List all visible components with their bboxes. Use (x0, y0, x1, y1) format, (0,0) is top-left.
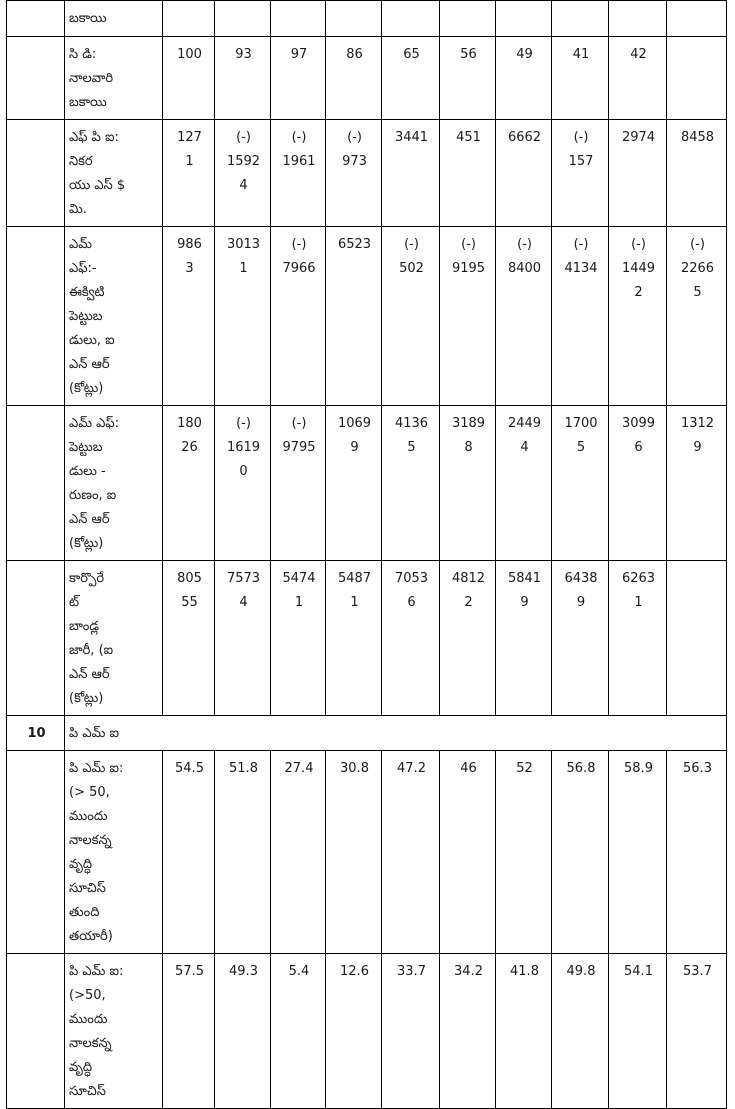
cell-text-line: 58.9 (624, 761, 653, 776)
cell-text-line: (-) (236, 130, 251, 145)
cell-text-line: (కోట్లు) (69, 536, 104, 551)
cell-text-line: 1700 (564, 416, 598, 431)
value-cell (163, 954, 215, 1109)
cell-text-line: 4 (239, 595, 248, 610)
indicator-label-cell (65, 406, 163, 561)
cell-text-line: 4 (239, 178, 248, 193)
value-cell (215, 406, 271, 561)
serial-number-cell (7, 37, 65, 120)
cell-text-line: 2 (464, 595, 473, 610)
table-row (7, 954, 727, 1109)
data-table (6, 0, 727, 1109)
value-cell (215, 751, 271, 954)
value-cell (271, 227, 326, 406)
cell-text-line: 9 (576, 595, 586, 610)
cell-text-line: ఎఫ్ పి ఐ: (69, 130, 119, 145)
cell-text-line: నాలకన్న (69, 833, 112, 848)
value-cell (215, 227, 271, 406)
cell-text-line: 9 (350, 440, 359, 455)
table-row (7, 1, 727, 37)
cell-text-line: (-) (291, 237, 307, 252)
cell-text-line: (-) (291, 130, 307, 145)
cell-text-line: (> 50, (69, 785, 110, 800)
cell-text-line: 5 (407, 440, 416, 455)
value-cell (382, 561, 440, 716)
value-cell (552, 954, 609, 1109)
value-cell (496, 954, 552, 1109)
cell-text-line: 4134 (564, 261, 598, 276)
table-row (7, 751, 727, 954)
value-cell (215, 954, 271, 1109)
indicator-label-cell (65, 954, 163, 1109)
cell-text-line: 8400 (507, 261, 542, 276)
value-cell (667, 37, 727, 120)
value-cell (667, 954, 727, 1109)
value-cell (271, 1, 326, 37)
cell-text-line: 1619 (226, 440, 261, 455)
cell-text-line: 26 (181, 440, 198, 455)
cell-text-line: నాలవారి (69, 71, 114, 86)
value-cell (440, 954, 496, 1109)
cell-text-line: (-) (404, 237, 419, 252)
cell-text-line: కార్పొరే (69, 571, 105, 586)
cell-text-line: 34.2 (454, 964, 483, 979)
cell-text-line: ముందు (69, 1012, 108, 1027)
cell-text-line: 5841 (507, 571, 542, 586)
cell-text-line: సూచిస్ (69, 881, 106, 896)
value-cell (163, 1, 215, 37)
cell-text-line: వృద్ధి (69, 857, 93, 872)
value-cell (552, 120, 609, 227)
cell-text-line: 0 (239, 464, 248, 479)
cell-text-line: 6263 (621, 571, 656, 586)
cell-text-line: బాండ్ల (69, 619, 100, 634)
serial-number-cell (7, 954, 65, 1109)
cell-text-line: 2266 (680, 261, 715, 276)
table-row (7, 406, 727, 561)
value-cell (163, 406, 215, 561)
cell-text-line: 5.4 (288, 964, 310, 979)
value-cell (609, 120, 667, 227)
cell-text-line: సూచిస్ (69, 1084, 106, 1099)
cell-text-line: 46 (460, 761, 477, 776)
value-cell (326, 954, 382, 1109)
value-cell (552, 37, 609, 120)
value-cell (382, 954, 440, 1109)
cell-text-line: (-) (461, 237, 476, 252)
cell-text-line: ఎన్ ఆర్ (69, 512, 110, 527)
cell-text-line: 47.2 (397, 761, 426, 776)
cell-text-line: (-) (690, 237, 705, 252)
value-cell (326, 227, 382, 406)
cell-text-line: ఎన్ ఆర్ (69, 667, 110, 682)
cell-text-line: 6523 (337, 237, 372, 252)
cell-text-line: 9 (520, 595, 529, 610)
value-cell (382, 751, 440, 954)
cell-text-line: (-) (573, 237, 589, 252)
cell-text-line: 53.7 (683, 964, 712, 979)
cell-text-line: వృద్ధి (69, 1060, 93, 1075)
indicator-label-cell (65, 227, 163, 406)
value-cell (496, 120, 552, 227)
cell-text-line: 30.8 (340, 761, 369, 776)
cell-text-line: ఎమ్ (69, 237, 92, 252)
cell-text-line: 97 (290, 47, 308, 62)
cell-text-line: 49.8 (566, 964, 596, 979)
cell-text-line: 5 (693, 285, 702, 300)
cell-text-line: 1961 (282, 154, 316, 169)
cell-text-line: 4 (520, 440, 529, 455)
cell-text-line: 1 (239, 261, 248, 276)
value-cell (271, 954, 326, 1109)
value-cell (163, 751, 215, 954)
cell-text-line: 2449 (507, 416, 542, 431)
cell-text-line: 451 (456, 130, 481, 145)
cell-text-line: ముందు (69, 809, 108, 824)
indicator-label-cell (65, 120, 163, 227)
cell-text-line: 9 (693, 440, 702, 455)
value-cell (609, 406, 667, 561)
value-cell (440, 561, 496, 716)
value-cell (440, 406, 496, 561)
cell-text-line: డులు, ఐ (69, 333, 115, 348)
cell-text-line: 41 (572, 47, 590, 62)
value-cell (382, 227, 440, 406)
cell-text-line: 5 (576, 440, 586, 455)
value-cell (440, 227, 496, 406)
cell-text-line: 9795 (282, 440, 316, 455)
cell-text-line: 1 (634, 595, 643, 610)
value-cell (609, 751, 667, 954)
cell-text-line: 973 (342, 154, 367, 169)
value-cell (271, 751, 326, 954)
serial-number-cell (7, 120, 65, 227)
cell-text-line: పి ఎమ్ ఐ: (69, 964, 124, 979)
cell-text-line: నికర (69, 154, 93, 169)
value-cell (271, 120, 326, 227)
value-cell (215, 120, 271, 227)
value-cell (667, 120, 727, 227)
cell-text-line: 52 (516, 761, 533, 776)
section-row (7, 716, 727, 751)
value-cell (609, 561, 667, 716)
cell-text-line: 86 (346, 47, 363, 62)
cell-text-line: 986 (177, 237, 202, 252)
cell-text-line: 5487 (337, 571, 372, 586)
cell-text-line: 12.6 (340, 964, 369, 979)
cell-text-line: 4136 (394, 416, 429, 431)
cell-text-line: 54.5 (175, 761, 204, 776)
value-cell (163, 37, 215, 120)
cell-text-line: 5474 (282, 571, 316, 586)
cell-text-line: 56.8 (566, 761, 596, 776)
indicator-label-cell (65, 1, 163, 37)
cell-text-line: ఎఫ్:- (69, 261, 97, 276)
cell-text-line: 6662 (507, 130, 542, 145)
value-cell (326, 751, 382, 954)
cell-text-line: బకాయి (69, 95, 107, 110)
cell-text-line: 51.8 (229, 761, 258, 776)
value-cell (271, 561, 326, 716)
cell-text-line: తుంది (69, 905, 100, 920)
cell-text-line: పి ఎమ్ ఐ: (69, 761, 124, 776)
cell-text-line: 1449 (621, 261, 656, 276)
value-cell (440, 1, 496, 37)
value-cell (382, 120, 440, 227)
cell-text-line: నాలకన్న (69, 1036, 112, 1051)
cell-text-line: 7573 (226, 571, 261, 586)
cell-text-line: 8458 (680, 130, 715, 145)
value-cell (496, 1, 552, 37)
cell-text-line: 65 (403, 47, 420, 62)
cell-text-line: 805 (177, 571, 202, 586)
cell-text-line: (>50, (69, 988, 106, 1003)
value-cell (552, 1, 609, 37)
value-cell (667, 406, 727, 561)
cell-text-line: 127 (177, 130, 202, 145)
cell-text-line: 1 (294, 595, 304, 610)
value-cell (552, 227, 609, 406)
serial-number-cell: 10 (7, 716, 65, 751)
value-cell (382, 37, 440, 120)
value-cell (496, 561, 552, 716)
value-cell (609, 954, 667, 1109)
table-row (7, 120, 727, 227)
cell-text-line: 6 (407, 595, 416, 610)
value-cell (496, 406, 552, 561)
value-cell (326, 37, 382, 120)
cell-text-line: ట్ (69, 595, 80, 610)
value-cell (552, 751, 609, 954)
cell-text-line: 56 (460, 47, 477, 62)
cell-text-line: జారీ, (ఐ (69, 643, 114, 658)
cell-text-line: 93 (235, 47, 252, 62)
value-cell (163, 561, 215, 716)
value-cell (609, 37, 667, 120)
cell-text-line: 3 (185, 261, 194, 276)
value-cell (326, 561, 382, 716)
table-row (7, 227, 727, 406)
cell-text-line: 3099 (621, 416, 656, 431)
cell-text-line: ఎన్ ఆర్ (69, 357, 110, 372)
cell-text-line: యు ఎస్ $ (69, 178, 126, 193)
value-cell (326, 406, 382, 561)
cell-text-line: (-) (573, 130, 589, 145)
cell-text-line: 8 (464, 440, 473, 455)
indicator-label-cell (65, 751, 163, 954)
cell-text-line: 502 (399, 261, 424, 276)
cell-text-line: 49.3 (229, 964, 258, 979)
value-cell (609, 227, 667, 406)
cell-text-line: (-) (631, 237, 646, 252)
value-cell (271, 406, 326, 561)
value-cell (496, 751, 552, 954)
cell-text-line: 1312 (680, 416, 715, 431)
cell-text-line: రుణం, ఐ (69, 488, 117, 503)
cell-text-line: తయారీ) (69, 929, 113, 944)
cell-text-line: 54.1 (624, 964, 653, 979)
cell-text-line: 9195 (451, 261, 486, 276)
serial-number-cell (7, 406, 65, 561)
cell-text-line: 41.8 (510, 964, 539, 979)
value-cell (215, 1, 271, 37)
value-cell (440, 751, 496, 954)
cell-text-line: 100 (177, 47, 202, 62)
cell-text-line: 6 (634, 440, 643, 455)
cell-text-line: 1069 (337, 416, 372, 431)
cell-text-line: 7966 (282, 261, 316, 276)
value-cell (271, 37, 326, 120)
cell-text-line: (-) (347, 130, 362, 145)
cell-text-line: 3013 (226, 237, 261, 252)
value-cell (326, 120, 382, 227)
value-cell (609, 1, 667, 37)
value-cell (667, 1, 727, 37)
value-cell (667, 561, 727, 716)
cell-text-line: 3441 (394, 130, 429, 145)
serial-number-cell (7, 1, 65, 37)
cell-text-line: 56.3 (683, 761, 712, 776)
serial-number-cell (7, 751, 65, 954)
table-row (7, 561, 727, 716)
cell-text-line: డులు - (69, 464, 106, 479)
cell-text-line: 1592 (226, 154, 261, 169)
cell-text-line: 49 (516, 47, 533, 62)
table-row (7, 37, 727, 120)
cell-text-line: సి డి: (69, 47, 97, 62)
cell-text-line: (-) (291, 416, 307, 431)
indicator-label-cell (65, 561, 163, 716)
value-cell (440, 37, 496, 120)
value-cell (382, 406, 440, 561)
cell-text-line: 7053 (394, 571, 429, 586)
cell-text-line: 157 (568, 154, 594, 169)
value-cell (326, 1, 382, 37)
cell-text-line: (-) (517, 237, 532, 252)
cell-text-line: 2974 (621, 130, 656, 145)
cell-text-line: 4812 (451, 571, 486, 586)
value-cell (667, 751, 727, 954)
value-cell (382, 1, 440, 37)
cell-text-line: 57.5 (175, 964, 204, 979)
value-cell (552, 561, 609, 716)
serial-number-cell (7, 561, 65, 716)
cell-text-line: ఈక్విటి (69, 285, 105, 300)
value-cell (163, 120, 215, 227)
cell-text-line: (కోట్లు) (69, 381, 104, 396)
cell-text-line: 55 (181, 595, 198, 610)
cell-text-line: 1 (185, 154, 194, 169)
cell-text-line: బకాయి (69, 11, 107, 26)
cell-text-line: 6438 (564, 571, 598, 586)
section-title: పి ఎమ్ ఐ (65, 716, 727, 751)
value-cell (667, 227, 727, 406)
cell-text-line: పెట్టుబ (69, 440, 103, 455)
cell-text-line: 180 (177, 416, 202, 431)
cell-text-line: (-) (236, 416, 251, 431)
value-cell (552, 406, 609, 561)
cell-text-line: 3189 (451, 416, 486, 431)
cell-text-line: 27.4 (284, 761, 314, 776)
cell-text-line: ఎమ్ ఎఫ్: (69, 416, 119, 431)
cell-text-line: మి. (69, 202, 87, 217)
value-cell (496, 37, 552, 120)
cell-text-line: 2 (634, 285, 643, 300)
cell-text-line: 1 (350, 595, 359, 610)
value-cell (215, 561, 271, 716)
cell-text-line: (కోట్లు) (69, 691, 104, 706)
cell-text-line: 42 (630, 47, 647, 62)
value-cell (440, 120, 496, 227)
serial-number-cell (7, 227, 65, 406)
value-cell (215, 37, 271, 120)
cell-text-line: పెట్టుబ (69, 309, 103, 324)
value-cell (163, 227, 215, 406)
indicator-label-cell (65, 37, 163, 120)
value-cell (496, 227, 552, 406)
cell-text-line: 33.7 (397, 964, 426, 979)
